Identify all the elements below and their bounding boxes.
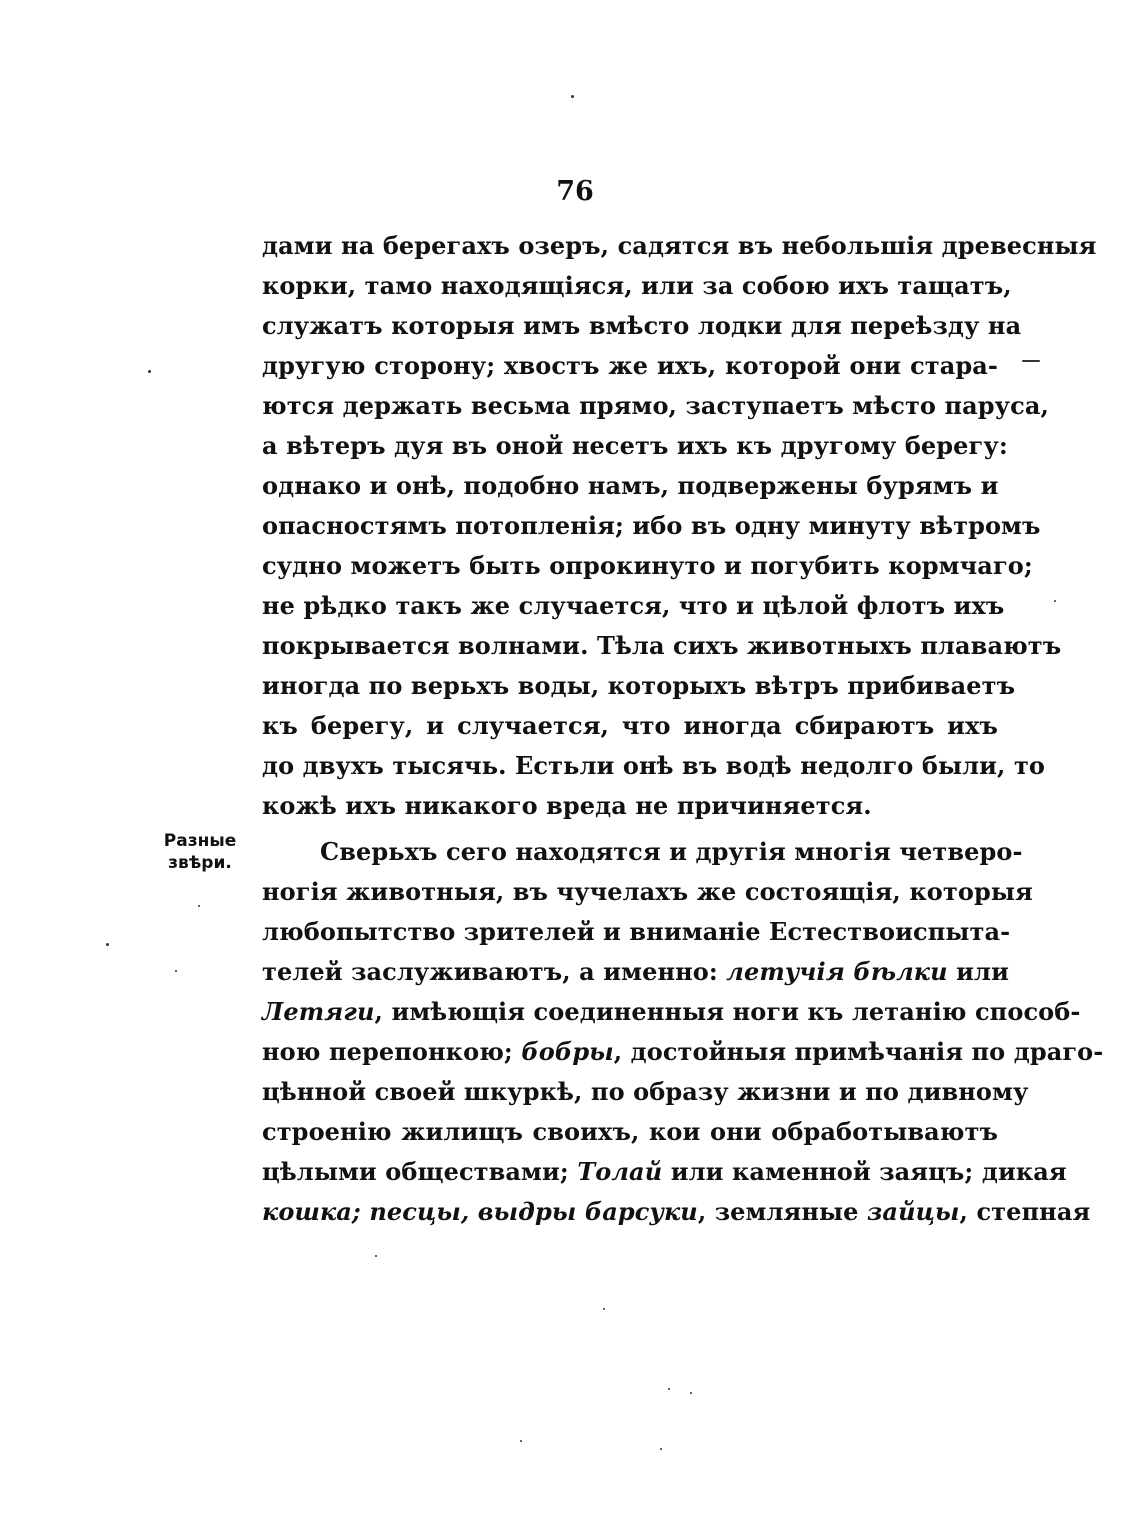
print-speck [1054, 600, 1056, 602]
text-line [262, 1032, 1104, 1072]
text-line: а вѣтеръ дуя въ оной несетъ ихъ къ другому берегу: [262, 431, 1008, 460]
paragraph-2 [262, 832, 1104, 1232]
text-span: телей заслуживаютъ, а именно: [262, 957, 727, 986]
text-line: опасностямъ потопленія; ибо въ одну минуту вѣтромъ [262, 511, 1041, 540]
text-line: Сверьхъ сего находятся и другія многія четверо- [320, 837, 1023, 866]
text-line: ются держать весьма прямо, заступаетъ мѣсто паруса, [262, 391, 1049, 420]
text-line: ногія животныя, въ чучелахъ же состоящія, которыя [262, 877, 1033, 906]
italic-term: Толай [577, 1157, 663, 1186]
text-line: другую сторону; хвостъ же ихъ, которой они стара- [262, 351, 998, 380]
print-speck [571, 95, 574, 98]
text-span: или каменной заяцъ; дикая [662, 1157, 1067, 1186]
text-line: однако и онѣ, подобно намъ, подвержены бурямъ и [262, 471, 999, 500]
text-line: корки, тамо находящіяся, или за собою ихъ тащатъ, [262, 271, 1012, 300]
text-line: строенію жилищъ своихъ, кои они обработываютъ [262, 1117, 998, 1146]
print-speck [520, 1440, 522, 1442]
italic-term: кошка; песцы, выдры барсуки [262, 1197, 698, 1226]
text-span: цѣлыми обществами; [262, 1157, 578, 1186]
text-span: ною перепонкою; [262, 1037, 522, 1066]
print-speck [148, 370, 151, 373]
text-line: кожѣ ихъ никакого вреда не причиняется. [262, 791, 872, 820]
italic-term: зайцы [867, 1197, 960, 1226]
text-span: , имѣющія соединенныя ноги къ летанію способ- [374, 997, 1081, 1026]
text-line: до двухъ тысячь. Естьли онѣ въ водѣ недолго были, то [262, 751, 1046, 780]
text-line: иногда по верьхъ воды, которыхъ вѣтръ прибиваетъ [262, 671, 1016, 700]
margin-note-line-1: Разные [163, 831, 237, 851]
print-speck [175, 970, 177, 972]
text-span: или [947, 957, 1009, 986]
text-span: , достойныя примѣчанія по драго- [613, 1037, 1104, 1066]
print-speck [660, 1448, 662, 1450]
text-line: любопытство зрителей и вниманіе Естествоиспыта- [262, 917, 1011, 946]
text-line: судно можетъ быть опрокинуто и погубить кормчаго; [262, 551, 1033, 580]
print-speck [106, 943, 109, 946]
text-line: покрывается волнами. Тѣла сихъ животныхъ плаваютъ [262, 631, 1062, 660]
text-line [262, 952, 1009, 992]
body-text [262, 226, 1104, 1232]
text-span: , земляные [697, 1197, 868, 1226]
page-number: 76 [556, 176, 594, 207]
text-line: къ берегу, и случается, что иногда сбираютъ ихъ [262, 711, 998, 740]
text-span: , степная [959, 1197, 1091, 1226]
italic-term: Летяги [262, 997, 375, 1026]
print-speck [603, 1308, 605, 1310]
print-speck [690, 1392, 692, 1394]
print-speck [375, 1255, 377, 1257]
text-line [262, 1192, 1091, 1232]
italic-term: летучія бѣлки [726, 957, 948, 986]
italic-term: бобры [521, 1037, 614, 1066]
margin-note [150, 830, 250, 874]
text-line: не рѣдко такъ же случается, что и цѣлой флотъ ихъ [262, 591, 1005, 620]
print-speck [198, 905, 200, 907]
text-line [262, 992, 1081, 1032]
text-line: цѣнной своей шкуркѣ, по образу жизни и по дивному [262, 1077, 1029, 1106]
print-speck [668, 1388, 670, 1390]
paragraph-1 [262, 226, 1097, 826]
text-line: дами на берегахъ озеръ, садятся въ небольшія древесныя [262, 231, 1097, 260]
text-line: служатъ которыя имъ вмѣсто лодки для переѣзду на [262, 311, 1022, 340]
margin-dash-mark [1022, 360, 1040, 362]
text-line [262, 1152, 1067, 1192]
margin-note-line-2: звѣри. [168, 853, 232, 873]
